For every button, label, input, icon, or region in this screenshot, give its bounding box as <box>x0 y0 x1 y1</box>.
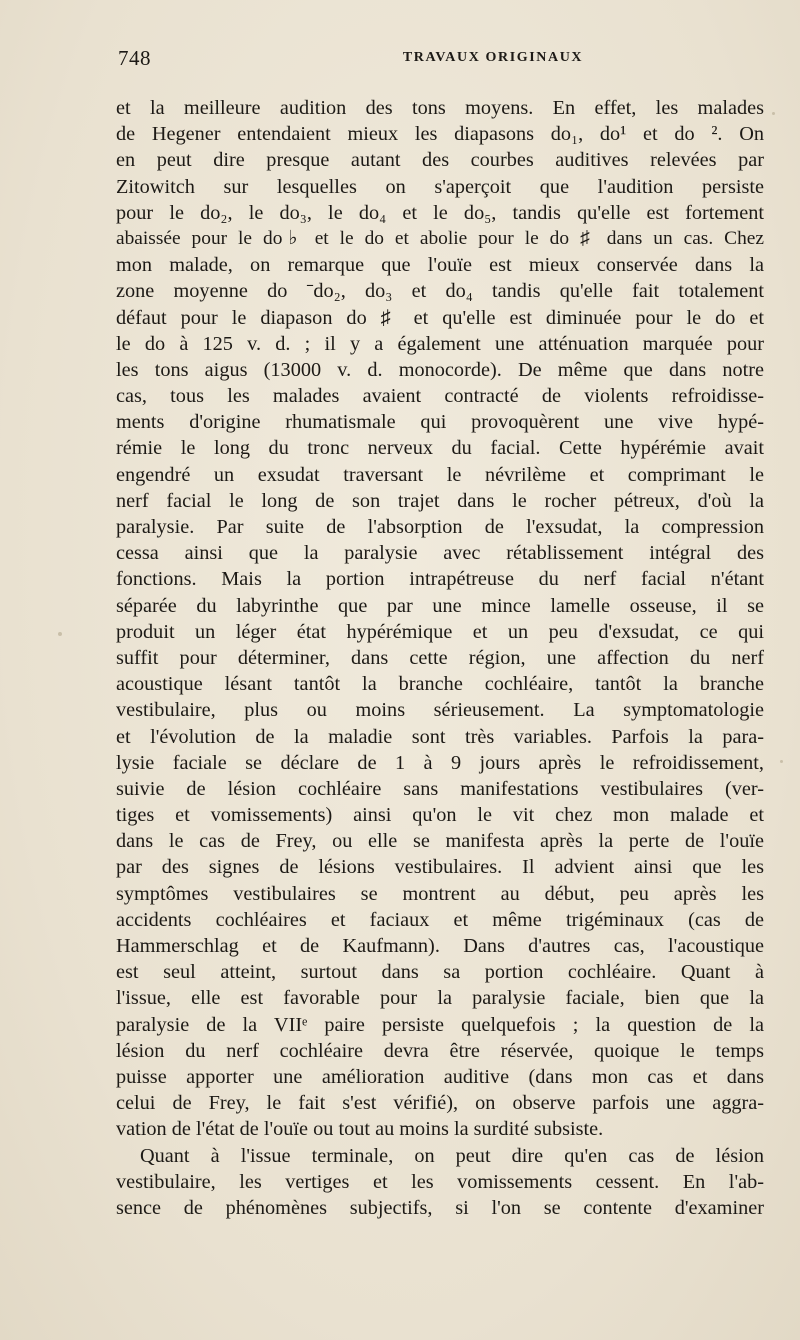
text-line: acoustique lésant tantôt la branche cochléaire, tantôt la branche <box>116 673 764 696</box>
text-line: lésion du nerf cochléaire devra être réservée, quoique le temps <box>116 1039 764 1062</box>
text-line: par des signes de lésions vestibulaires. Il advient ainsi que les <box>116 856 764 879</box>
text-line: rémie le long du tronc nerveux du facial. Cette hypérémie avait <box>116 437 764 460</box>
text-line: tiges et vomissements) ainsi qu'on le vit chez mon malade et <box>116 804 764 827</box>
text-line: est seul atteint, surtout dans sa portion cochléaire. Quant à <box>116 961 764 984</box>
body-text <box>116 95 764 1221</box>
text-line: cessa ainsi que la paralysie avec rétablissement intégral des <box>116 542 764 565</box>
text-line: et la meilleure audition des tons moyens. En effet, les malades <box>116 97 764 119</box>
text-line: ments d'origine rhumatismale qui provoquèrent une vive hypé- <box>116 411 764 434</box>
text-line: zone moyenne do ˉdo₂, do₃ et do₄ tandis qu'elle fait totalement <box>116 280 764 303</box>
text-line: nerf facial le long de son trajet dans le rocher pétreux, d'où la <box>116 489 764 512</box>
text-line: sence de phénomènes subjectifs, si l'on se contente d'examiner <box>116 1196 764 1219</box>
text-line: paralysie. Par suite de l'absorption de l'exsudat, la compression <box>116 516 764 538</box>
text-line: lysie faciale se déclare de 1 à 9 jours après le refroidissement, <box>116 751 764 774</box>
text-line: Quant à l'issue terminale, on peut dire qu'en cas de lésion <box>140 1144 764 1167</box>
text-line: accidents cochléaires et faciaux et même trigéminaux (cas de <box>116 908 764 931</box>
text-line: engendré un exsudat traversant le névrilème et comprimant le <box>116 463 764 486</box>
text-line: et l'évolution de la maladie sont très variables. Parfois la para- <box>116 725 764 748</box>
text-line: Zitowitch sur lesquelles on s'aperçoit que l'audition persiste <box>116 175 764 198</box>
text-line: pour le do₂, le do₃, le do₄ et le do₅, tandis qu'elle est fortement <box>116 201 764 224</box>
text-line: suivie de lésion cochléaire sans manifestations vestibulaires (ver- <box>116 777 764 800</box>
text-line: vestibulaire, plus ou moins sérieusement. La symptomatologie <box>116 699 764 722</box>
text-line: défaut pour le diapason do ♯ et qu'elle est diminuée pour le do et <box>116 306 764 329</box>
text-line: fonctions. Mais la portion intrapétreuse du nerf facial n'étant <box>116 568 764 591</box>
text-line: mon malade, on remarque que l'ouïe est mieux conservée dans la <box>116 254 764 277</box>
text-line: abaissée pour le do♭ et le do et abolie pour le do ♯ dans un cas. Chez <box>116 227 764 249</box>
text-line: puisse apporter une amélioration auditive (dans mon cas et dans <box>116 1065 764 1088</box>
text-line: suffit pour déterminer, dans cette région, une affection du nerf <box>116 646 764 669</box>
text-line: dans le cas de Frey, ou elle se manifesta après la perte de l'ouïe <box>116 830 764 853</box>
text-line: produit un léger état hypérémique et un peu d'exsudat, ce qui <box>116 620 764 643</box>
text-line: cas, tous les malades avaient contracté de violents refroidisse- <box>116 385 764 408</box>
text-line: les tons aigus (13000 v. d. monocorde). De même que dans notre <box>116 358 764 381</box>
running-head: TRAVAUX ORIGINAUX <box>402 50 584 65</box>
text-line: l'issue, elle est favorable pour la paralysie faciale, bien que la <box>116 987 764 1010</box>
text-line: le do à 125 v. d. ; il y a également une atténuation marquée pour <box>116 332 764 355</box>
text-line: celui de Frey, le fait s'est vérifié), on observe parfois une aggra- <box>116 1092 764 1115</box>
text-line: paralysie de la VIIᵉ paire persiste quelquefois ; la question de la <box>116 1013 764 1036</box>
text-line: vation de l'état de l'ouïe ou tout au moins la surdité subsiste. <box>116 1118 604 1141</box>
text-line: de Hegener entendaient mieux les diapasons do₁, do¹ et do ². On <box>116 123 764 146</box>
paper-speck <box>772 112 775 115</box>
page-header <box>118 46 758 76</box>
text-line: symptômes vestibulaires se montrent au début, peu après les <box>116 882 764 905</box>
paper-speck <box>58 632 62 636</box>
text-line: Hammerschlag et de Kaufmann). Dans d'autres cas, l'acoustique <box>116 935 764 957</box>
text-line: vestibulaire, les vertiges et les vomissements cessent. En l'ab- <box>116 1170 764 1193</box>
text-line: séparée du labyrinthe que par une mince lamelle osseuse, il se <box>116 594 764 617</box>
text-line: en peut dire presque autant des courbes auditives relevées par <box>116 149 764 172</box>
paper-speck <box>780 760 783 763</box>
page-number: 748 <box>118 46 151 70</box>
